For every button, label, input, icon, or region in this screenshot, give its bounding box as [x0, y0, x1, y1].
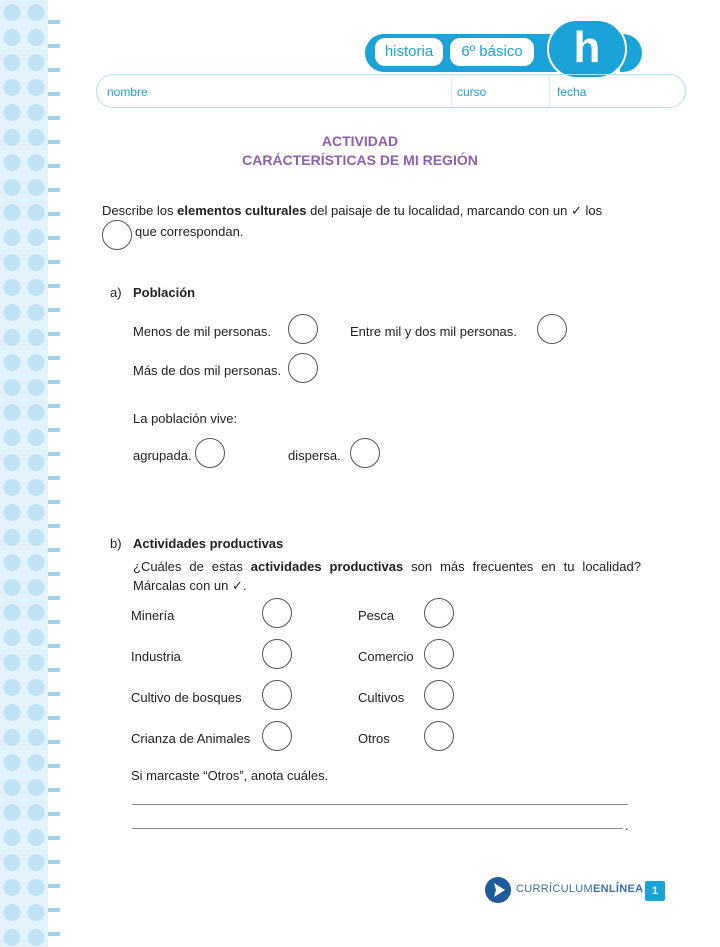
instructions: Describe los elementos culturales del paisaje de tu localidad, marcando con un ✓ los — [102, 203, 603, 218]
population-question: La población vive: — [133, 411, 238, 426]
answer-line[interactable] — [132, 804, 628, 805]
checkbox-circle[interactable] — [288, 314, 318, 344]
grade-tag: 6º básico — [450, 38, 534, 66]
date-field[interactable]: fecha — [557, 85, 587, 99]
checkbox-circle[interactable] — [195, 438, 225, 468]
option-label: Crianza de Animales — [131, 731, 251, 746]
option-label: Otros — [358, 731, 390, 746]
instructions-line2: que correspondan. — [135, 224, 244, 239]
checkbox-circle[interactable] — [537, 314, 567, 344]
section-a-title: Población — [133, 285, 196, 300]
option-label: dispersa. — [288, 448, 341, 463]
option-label: Pesca — [358, 608, 395, 623]
option-label: Entre mil y dos mil personas. — [350, 324, 517, 339]
page-number: 1 — [645, 881, 665, 901]
option-label: Menos de mil personas. — [133, 324, 272, 339]
student-info-form — [96, 74, 686, 108]
checkbox-circle[interactable] — [262, 639, 292, 669]
checkbox-circle[interactable] — [262, 680, 292, 710]
checkbox-circle[interactable] — [262, 721, 292, 751]
page-title: CARÁCTERÍSTICAS DE MI REGIÓN — [242, 152, 478, 168]
history-logo: h — [547, 19, 627, 79]
curriculum-logo-icon — [485, 877, 511, 903]
option-label: Minería — [131, 608, 175, 623]
example-circle — [102, 220, 132, 250]
others-prompt: Si marcaste “Otros”, anota cuáles. — [131, 768, 329, 783]
section-b-question-line2: Márcalas con un ✓. — [133, 578, 247, 593]
subject-tag: historia — [375, 38, 443, 66]
activity-heading: ACTIVIDAD — [321, 133, 399, 149]
checkbox-circle[interactable] — [424, 721, 454, 751]
option-label: Cultivo de bosques — [131, 690, 242, 705]
checkbox-circle[interactable] — [350, 438, 380, 468]
end-mark: . — [625, 818, 629, 833]
option-label: Cultivos — [358, 690, 405, 705]
checkbox-circle[interactable] — [424, 639, 454, 669]
curriculum-brand: CURRÍCULUMENLÍNEA — [516, 883, 644, 895]
checkbox-circle[interactable] — [424, 680, 454, 710]
checkbox-circle[interactable] — [288, 353, 318, 383]
option-label: Más de dos mil personas. — [133, 363, 282, 378]
option-label: Comercio — [358, 649, 414, 664]
checkbox-circle[interactable] — [262, 598, 292, 628]
name-field[interactable]: nombre — [107, 85, 148, 99]
course-field[interactable]: curso — [457, 85, 487, 99]
section-b-marker: b) — [110, 536, 122, 551]
option-label: agrupada. — [133, 448, 192, 463]
section-b-title: Actividades productivas — [133, 536, 284, 551]
option-label: Industria — [131, 649, 181, 664]
checkbox-circle[interactable] — [424, 598, 454, 628]
section-b-question: ¿Cuáles de estas actividades productivas son más frecuentes en tu localidad? — [133, 559, 641, 574]
section-a-marker: a) — [110, 285, 122, 300]
answer-line[interactable] — [132, 828, 622, 829]
